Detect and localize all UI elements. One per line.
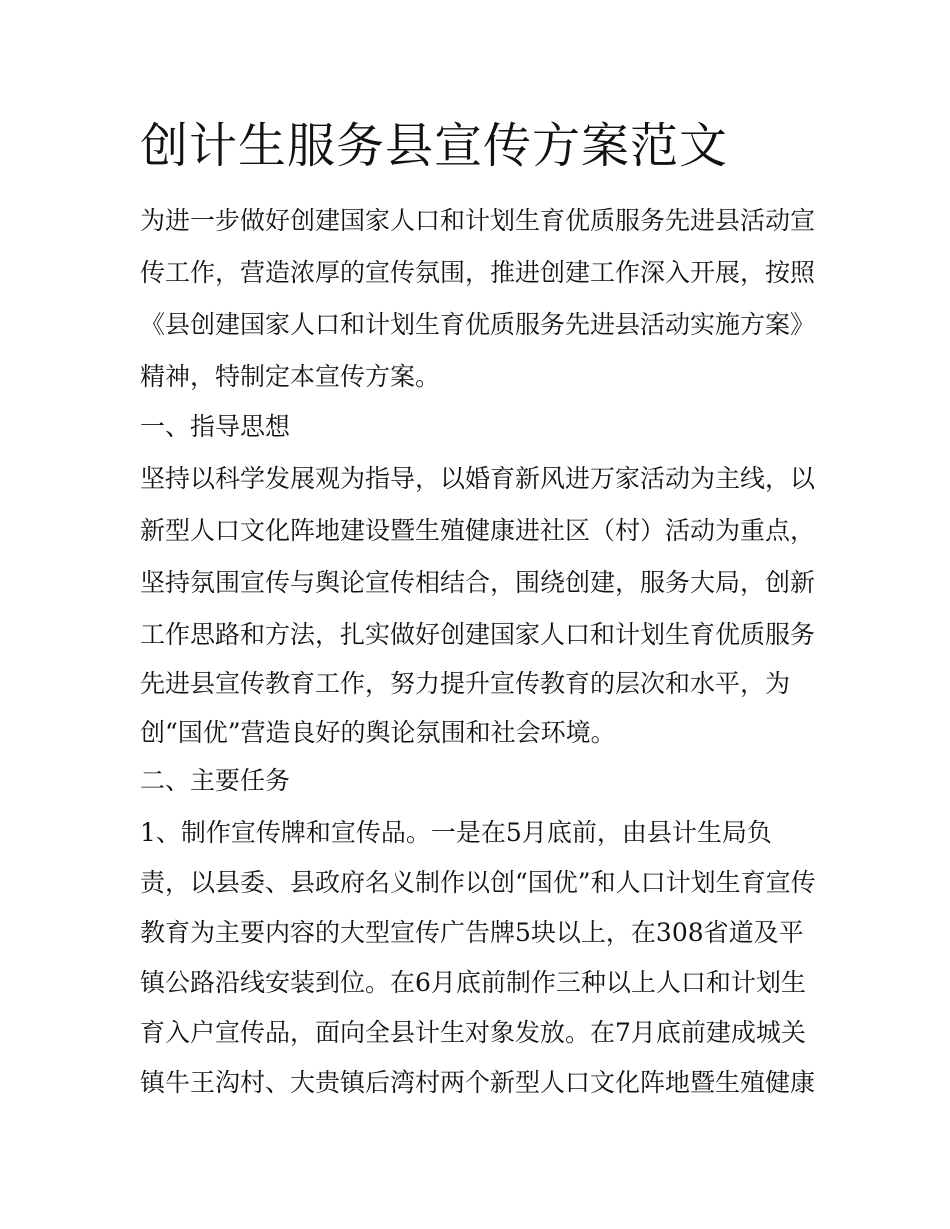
main-tasks-line: 教育为主要内容的大型宣传广告牌5块以上，在308省道及平	[140, 918, 804, 947]
document-title: 创计生服务县宣传方案范文	[140, 118, 729, 174]
guiding-ideology-line: 坚持以科学发展观为指导，以婚育新风进万家活动为主线，以	[140, 464, 816, 493]
intro-line: 传工作，营造浓厚的宣传氛围，推进创建工作深入开展，按照	[140, 258, 816, 287]
main-tasks-line: 育入户宣传品，面向全县计生对象发放。在7月底前建成城关	[140, 1018, 806, 1047]
guiding-ideology-line: 工作思路和方法，扎实做好创建国家人口和计划生育优质服务	[140, 620, 816, 649]
main-tasks-line: 镇牛王沟村、大贵镇后湾村两个新型人口文化阵地暨生殖健康	[140, 1068, 816, 1097]
guiding-ideology-line: 坚持氛围宣传与舆论宣传相结合，围绕创建，服务大局，创新	[140, 568, 816, 597]
section-heading-guiding-ideology: 一、指导思想	[140, 412, 291, 441]
main-tasks-line: 镇公路沿线安装到位。在6月底前制作三种以上人口和计划生	[140, 968, 806, 997]
main-tasks-line: 1、制作宣传牌和宣传品。一是在5月底前，由县计生局负	[140, 818, 772, 847]
intro-line: 《县创建国家人口和计划生育优质服务先进县活动实施方案》	[140, 310, 816, 339]
intro-line: 精神，特制定本宣传方案。	[140, 362, 441, 391]
guiding-ideology-line: 创“国优”营造良好的舆论氛围和社会环境。	[140, 718, 616, 747]
main-tasks-line: 责，以县委、县政府名义制作以创“国优”和人口计划生育宣传	[140, 868, 816, 897]
intro-line: 为进一步做好创建国家人口和计划生育优质服务先进县活动宣	[140, 206, 816, 235]
guiding-ideology-line: 先进县宣传教育工作，努力提升宣传教育的层次和水平，为	[140, 669, 791, 698]
guiding-ideology-line: 新型人口文化阵地建设暨生殖健康进社区（村）活动为重点，	[140, 516, 816, 545]
section-heading-main-tasks: 二、主要任务	[140, 766, 291, 795]
